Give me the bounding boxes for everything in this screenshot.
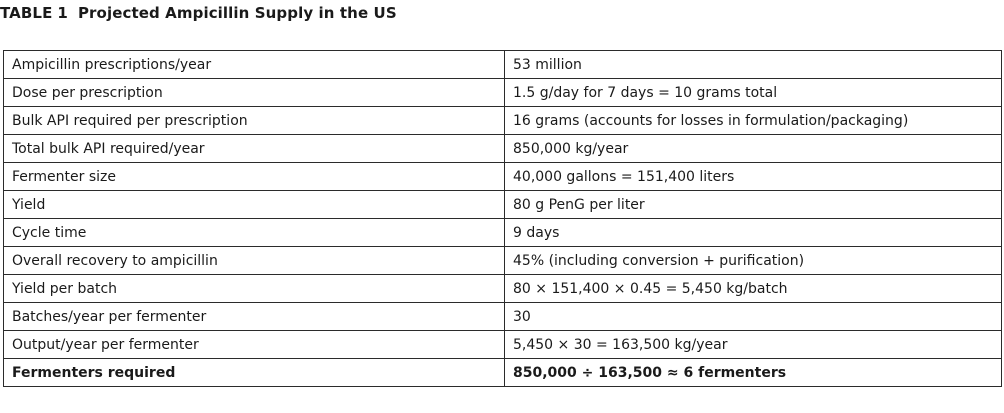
supply-table-body bbox=[4, 51, 1002, 387]
row-value-cell: 850,000 ÷ 163,500 ≈ 6 fermenters bbox=[505, 359, 1002, 387]
row-label-cell: Yield bbox=[4, 191, 505, 219]
row-value-cell: 53 million bbox=[505, 51, 1002, 79]
table-row bbox=[4, 303, 1002, 331]
table-caption bbox=[0, 4, 397, 22]
table-caption-label: TABLE bbox=[0, 4, 53, 22]
row-label-cell: Fermenter size bbox=[4, 163, 505, 191]
row-label-cell: Bulk API required per prescription bbox=[4, 107, 505, 135]
table-caption-number: 1 bbox=[57, 4, 68, 22]
row-label-cell: Output/year per fermenter bbox=[4, 331, 505, 359]
row-value-cell: 80 g PenG per liter bbox=[505, 191, 1002, 219]
table-row bbox=[4, 275, 1002, 303]
table-row bbox=[4, 163, 1002, 191]
row-value-cell: 30 bbox=[505, 303, 1002, 331]
row-label-cell: Fermenters required bbox=[4, 359, 505, 387]
table-row bbox=[4, 107, 1002, 135]
row-value-cell: 16 grams (accounts for losses in formulation/packaging) bbox=[505, 107, 1002, 135]
row-value-cell: 5,450 × 30 = 163,500 kg/year bbox=[505, 331, 1002, 359]
row-value-cell: 80 × 151,400 × 0.45 = 5,450 kg/batch bbox=[505, 275, 1002, 303]
row-value-cell: 45% (including conversion + purification) bbox=[505, 247, 1002, 275]
row-label-cell: Dose per prescription bbox=[4, 79, 505, 107]
table-row bbox=[4, 79, 1002, 107]
row-label-cell: Overall recovery to ampicillin bbox=[4, 247, 505, 275]
row-value-cell: 1.5 g/day for 7 days = 10 grams total bbox=[505, 79, 1002, 107]
table-row bbox=[4, 191, 1002, 219]
row-label-cell: Yield per batch bbox=[4, 275, 505, 303]
table-row bbox=[4, 247, 1002, 275]
row-label-cell: Ampicillin prescriptions/year bbox=[4, 51, 505, 79]
row-value-cell: 9 days bbox=[505, 219, 1002, 247]
row-value-cell: 40,000 gallons = 151,400 liters bbox=[505, 163, 1002, 191]
table-row bbox=[4, 331, 1002, 359]
table-row bbox=[4, 135, 1002, 163]
table-row bbox=[4, 51, 1002, 79]
table-row bbox=[4, 219, 1002, 247]
table-caption-title: Projected Ampicillin Supply in the US bbox=[77, 4, 397, 22]
row-label-cell: Total bulk API required/year bbox=[4, 135, 505, 163]
supply-table bbox=[3, 50, 1002, 387]
table-row bbox=[4, 359, 1002, 387]
row-label-cell: Batches/year per fermenter bbox=[4, 303, 505, 331]
row-label-cell: Cycle time bbox=[4, 219, 505, 247]
row-value-cell: 850,000 kg/year bbox=[505, 135, 1002, 163]
